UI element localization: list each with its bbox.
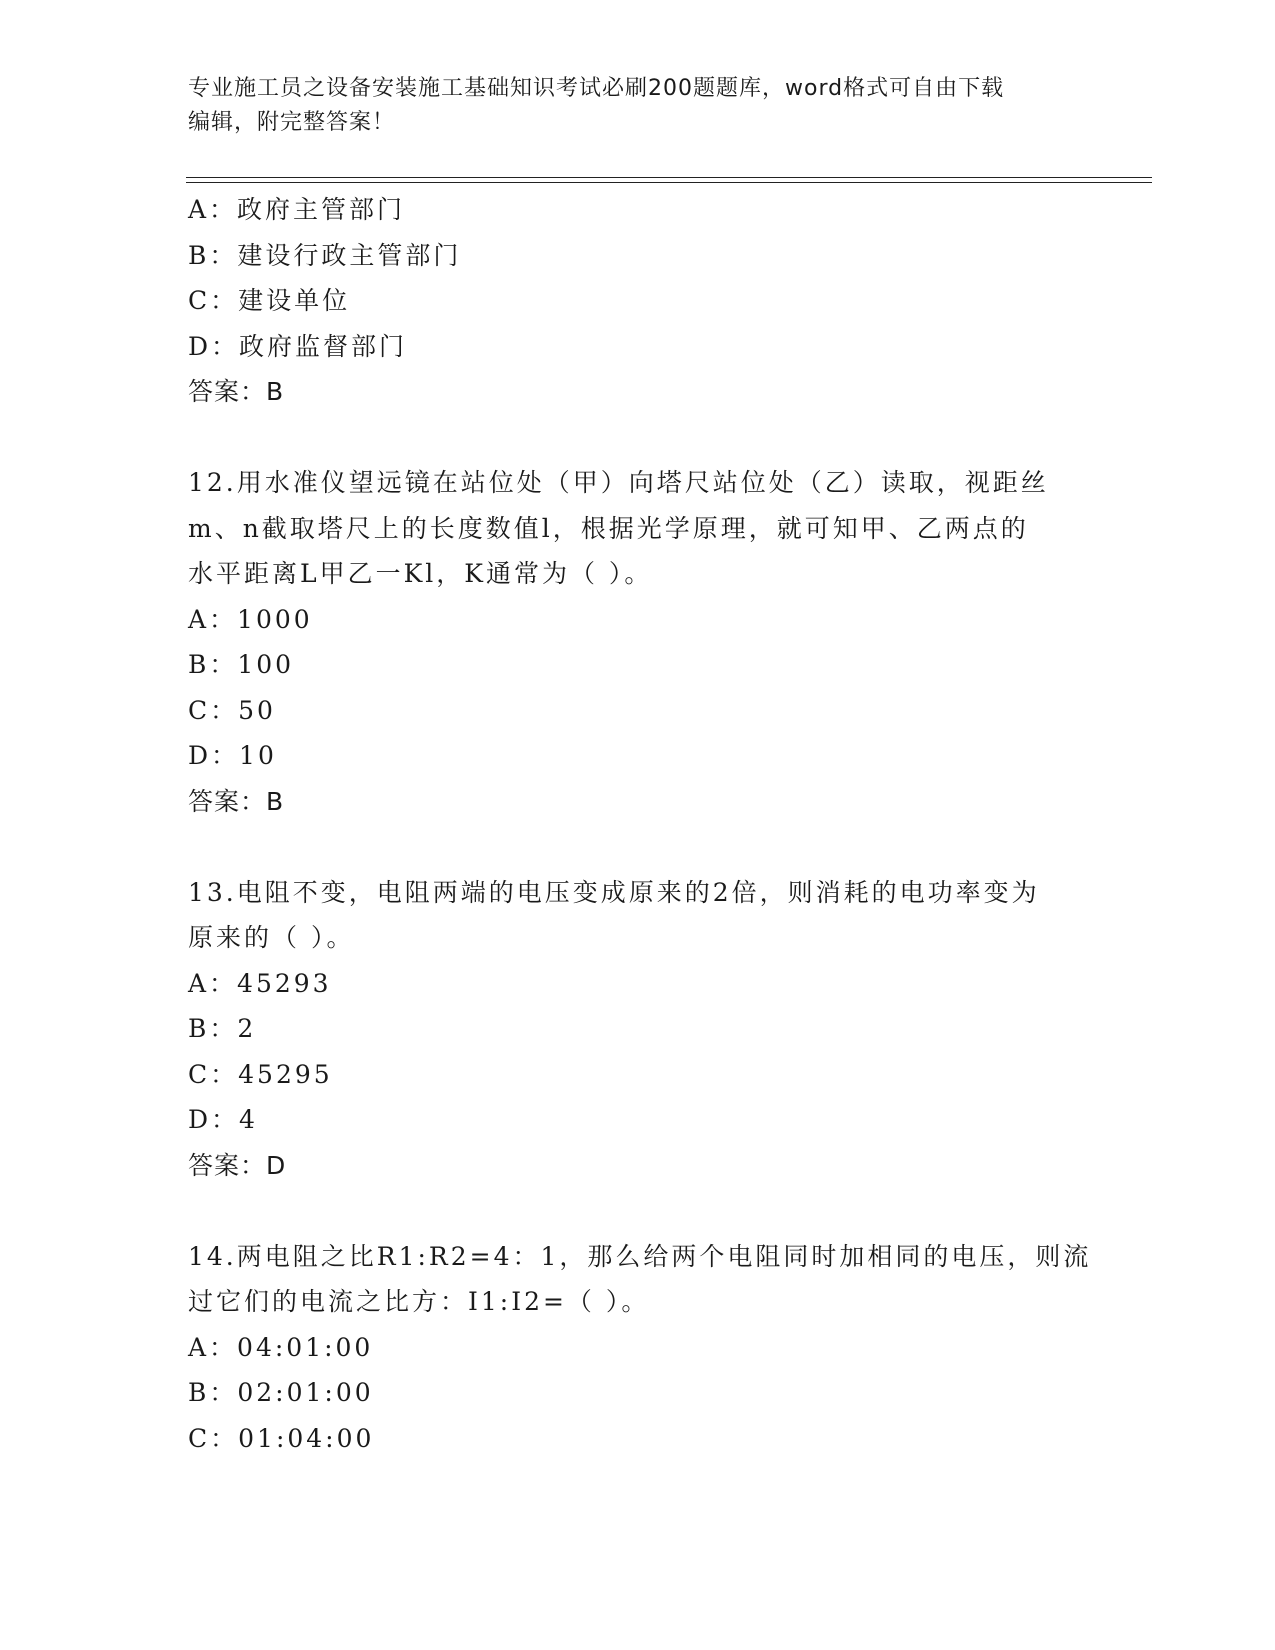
question-stem-line: 13.电阻不变，电阻两端的电压变成原来的2倍，则消耗的电功率变为 (188, 877, 1040, 907)
option-b: B：2 (188, 1014, 257, 1043)
option-b: B：100 (188, 650, 295, 679)
option-a: A：45293 (188, 968, 332, 998)
option-b: B：建设行政主管部门 (188, 240, 462, 270)
answer: 答案：D (188, 1150, 287, 1180)
option-b: B：02:01:00 (188, 1378, 374, 1407)
question-stem-line: 14.两电阻之比R1:R2=4：1，那么给两个电阻同时加相同的电压，则流 (188, 1241, 1092, 1271)
option-a: A：1000 (188, 604, 313, 634)
question-stem-line: 原来的（ ）。 (188, 923, 355, 952)
question-stem-line: 12.用水准仪望远镜在站位处（甲）向塔尺站位处（乙）读取，视距丝 (188, 468, 1049, 497)
answer: 答案：B (188, 786, 285, 816)
header-line-1: 专业施工员之设备安装施工基础知识考试必刷200题题库，word格式可自由下载 (188, 76, 1005, 101)
option-d: D：4 (188, 1105, 258, 1134)
header-divider-bottom (186, 182, 1152, 183)
spacer (188, 824, 1088, 870)
option-c: C：建设单位 (188, 286, 351, 315)
answer: 答案：B (188, 377, 285, 406)
question-stem-line: 过它们的电流之比方：I1:I2=（ ）。 (188, 1287, 650, 1316)
option-c: C：01:04:00 (188, 1423, 375, 1453)
question-14 (188, 1234, 1092, 1462)
option-a: A：政府主管部门 (188, 195, 406, 224)
question-11 (188, 187, 1088, 415)
header-line-2: 编辑，附完整答案！ (188, 110, 396, 135)
document-header (188, 72, 1068, 140)
spacer (188, 415, 1088, 461)
option-c: C：45295 (188, 1059, 333, 1089)
option-a: A：04:01:00 (188, 1332, 374, 1362)
option-d: D：10 (188, 741, 277, 770)
option-c: C：50 (188, 695, 276, 725)
option-d: D：政府监督部门 (188, 331, 408, 361)
header-divider-top (186, 177, 1152, 178)
spacer (188, 1188, 1088, 1234)
question-list (188, 187, 1092, 1461)
question-stem-line: m、n截取塔尺上的长度数值l，根据光学原理，就可知甲、乙两点的 (188, 513, 1029, 543)
question-stem-line: 水平距离L甲乙一Kl，K通常为（ ）。 (188, 559, 653, 588)
question-13 (188, 870, 1088, 1189)
question-12 (188, 460, 1088, 824)
